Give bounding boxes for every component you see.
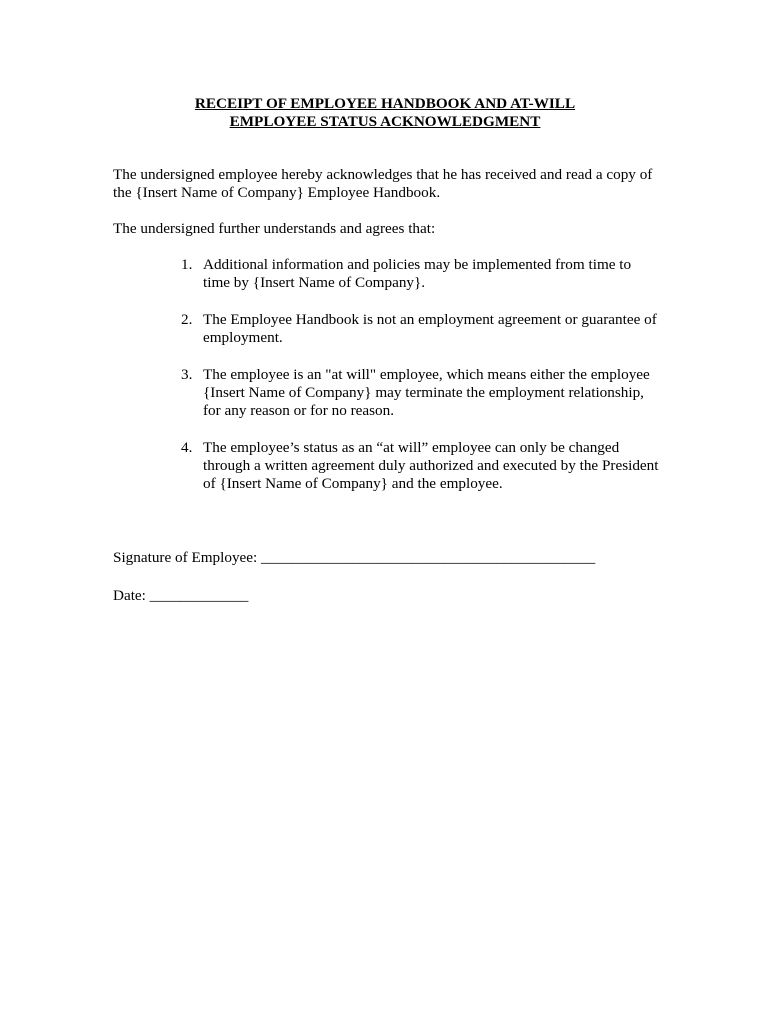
intro-line: the {Insert Name of Company} Employee Handbook.	[113, 184, 441, 201]
intro-paragraph	[113, 166, 673, 202]
list-item-number: 1.	[181, 256, 193, 273]
list-item-text: The employee is an "at will" employee, which means either the employee {Insert Name of Company} may terminate the employment relationship, for any reason or for no reason.	[203, 366, 650, 419]
title-line: EMPLOYEE STATUS ACKNOWLEDGMENT	[229, 113, 541, 130]
date-field[interactable]: Date: _____________	[113, 587, 249, 604]
agreement-lead: The undersigned further understands and agrees that:	[113, 220, 436, 237]
title-line: RECEIPT OF EMPLOYEE HANDBOOK AND AT-WILL	[194, 95, 576, 112]
list-item-number: 4.	[181, 439, 193, 456]
list-item-number: 3.	[181, 366, 193, 383]
intro-line: The undersigned employee hereby acknowledges that he has received and read a copy of	[113, 166, 653, 183]
list-item-text: The Employee Handbook is not an employment agreement or guarantee of employment.	[203, 311, 657, 346]
list-item-number: 2.	[181, 311, 193, 328]
list-item-text: The employee’s status as an “at will” employee can only be changed through a written agreement duly authorized and executed by the President of {Insert Name of Company} and the employee.	[203, 439, 659, 492]
signature-field[interactable]: Signature of Employee: ____________________________________________	[113, 549, 596, 566]
document-title	[0, 95, 770, 131]
list-item-text: Additional information and policies may be implemented from time to time by {Insert Name of Company}.	[203, 256, 632, 291]
